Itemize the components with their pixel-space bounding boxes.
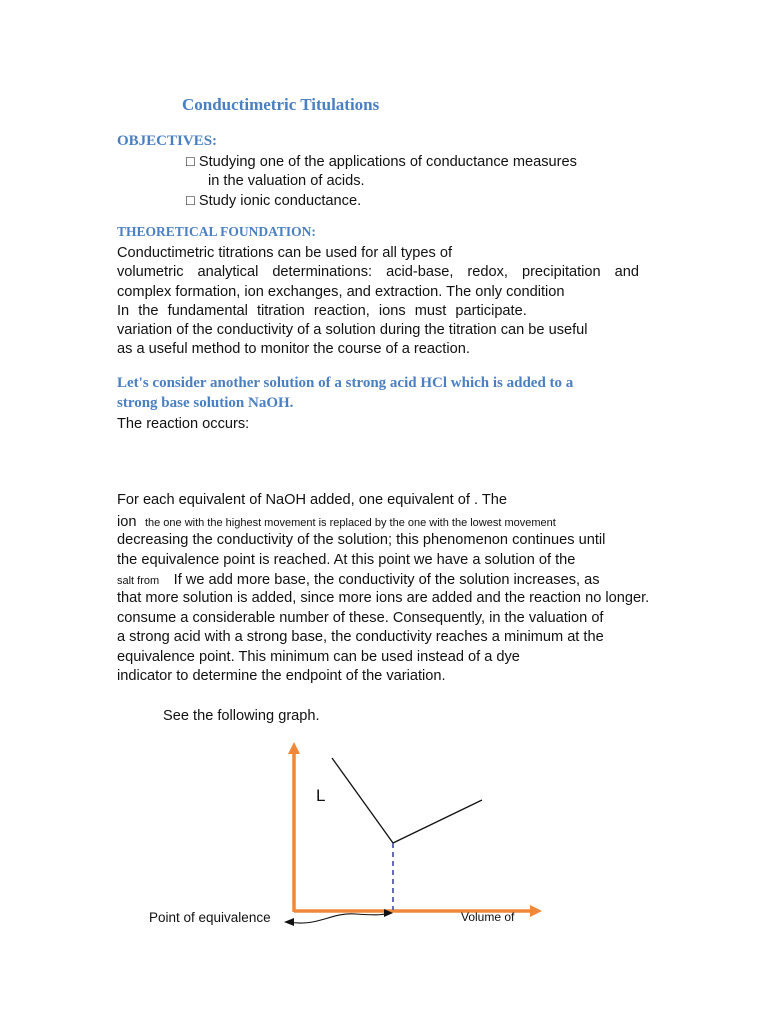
example-heading-line: strong base solution NaOH. xyxy=(117,395,294,411)
theory-line: variation of the conductivity of a solution during the titration can be useful xyxy=(117,322,588,338)
ion-note: the one with the highest movement is replaced by the one with the lowest movement xyxy=(144,517,556,529)
theory-line: In the fundamental titration reaction, ions must participate. xyxy=(117,303,527,319)
explanation-line: equivalence point. This minimum can be used instead of a dye xyxy=(117,649,520,665)
falling-line xyxy=(332,758,393,843)
explanation-line: decreasing the conductivity of the solution; this phenomenon continues until xyxy=(117,532,606,548)
explanation-line: that more solution is added, since more ions are added and the reaction no longer. xyxy=(117,590,650,606)
page-title: Conductimetric Titulations xyxy=(182,95,380,114)
theory-line: as a useful method to monitor the course of a reaction. xyxy=(117,341,470,357)
x-axis-arrow xyxy=(530,905,542,917)
objectives-heading: OBJECTIVES: xyxy=(117,133,218,149)
graph-intro: See the following graph. xyxy=(163,708,320,724)
equivalence-arrowhead-right xyxy=(384,909,393,917)
y-axis-label: L xyxy=(316,786,326,805)
equivalence-label: Point of equivalence xyxy=(149,910,271,925)
salt-note: salt from xyxy=(117,575,160,587)
example-heading-line: Let's consider another solution of a strong acid HCl which is added to a xyxy=(117,375,574,391)
theory-line: volumetric analytical determinations: acid-base, redox, precipitation and xyxy=(117,264,639,280)
explanation-line: indicator to determine the endpoint of the variation. xyxy=(117,668,446,684)
ion-word: ion xyxy=(117,514,137,530)
theory-line: Conductimetric titrations can be used for all types of xyxy=(117,245,453,261)
explanation-line xyxy=(117,513,556,531)
x-axis-label: Volume of xyxy=(461,910,515,924)
explanation-line: For each equivalent of NaOH added, one equivalent of . The xyxy=(117,492,507,508)
explanation-line: a strong acid with a strong base, the conductivity reaches a minimum at the xyxy=(117,629,604,645)
explanation-line: consume a considerable number of these. Consequently, in the valuation of xyxy=(117,610,604,626)
objective-item: □ Studying one of the applications of conductance measures xyxy=(186,154,577,170)
explanation-line xyxy=(117,571,600,589)
theory-heading: THEORETICAL FOUNDATION: xyxy=(117,224,316,239)
y-axis-arrow xyxy=(288,742,300,754)
explanation-line: the equivalence point is reached. At this point we have a solution of the xyxy=(117,552,576,568)
equivalence-arrow xyxy=(288,913,390,923)
theory-line: complex formation, ion exchanges, and extraction. The only condition xyxy=(117,284,565,300)
objective-item: in the valuation of acids. xyxy=(208,173,365,189)
salt-text: If we add more base, the conductivity of the solution increases, as xyxy=(173,572,600,588)
objective-item: □ Study ionic conductance. xyxy=(186,193,362,209)
reaction-text: The reaction occurs: xyxy=(117,416,250,432)
rising-line xyxy=(393,800,482,843)
equivalence-arrowhead-left xyxy=(284,918,294,926)
